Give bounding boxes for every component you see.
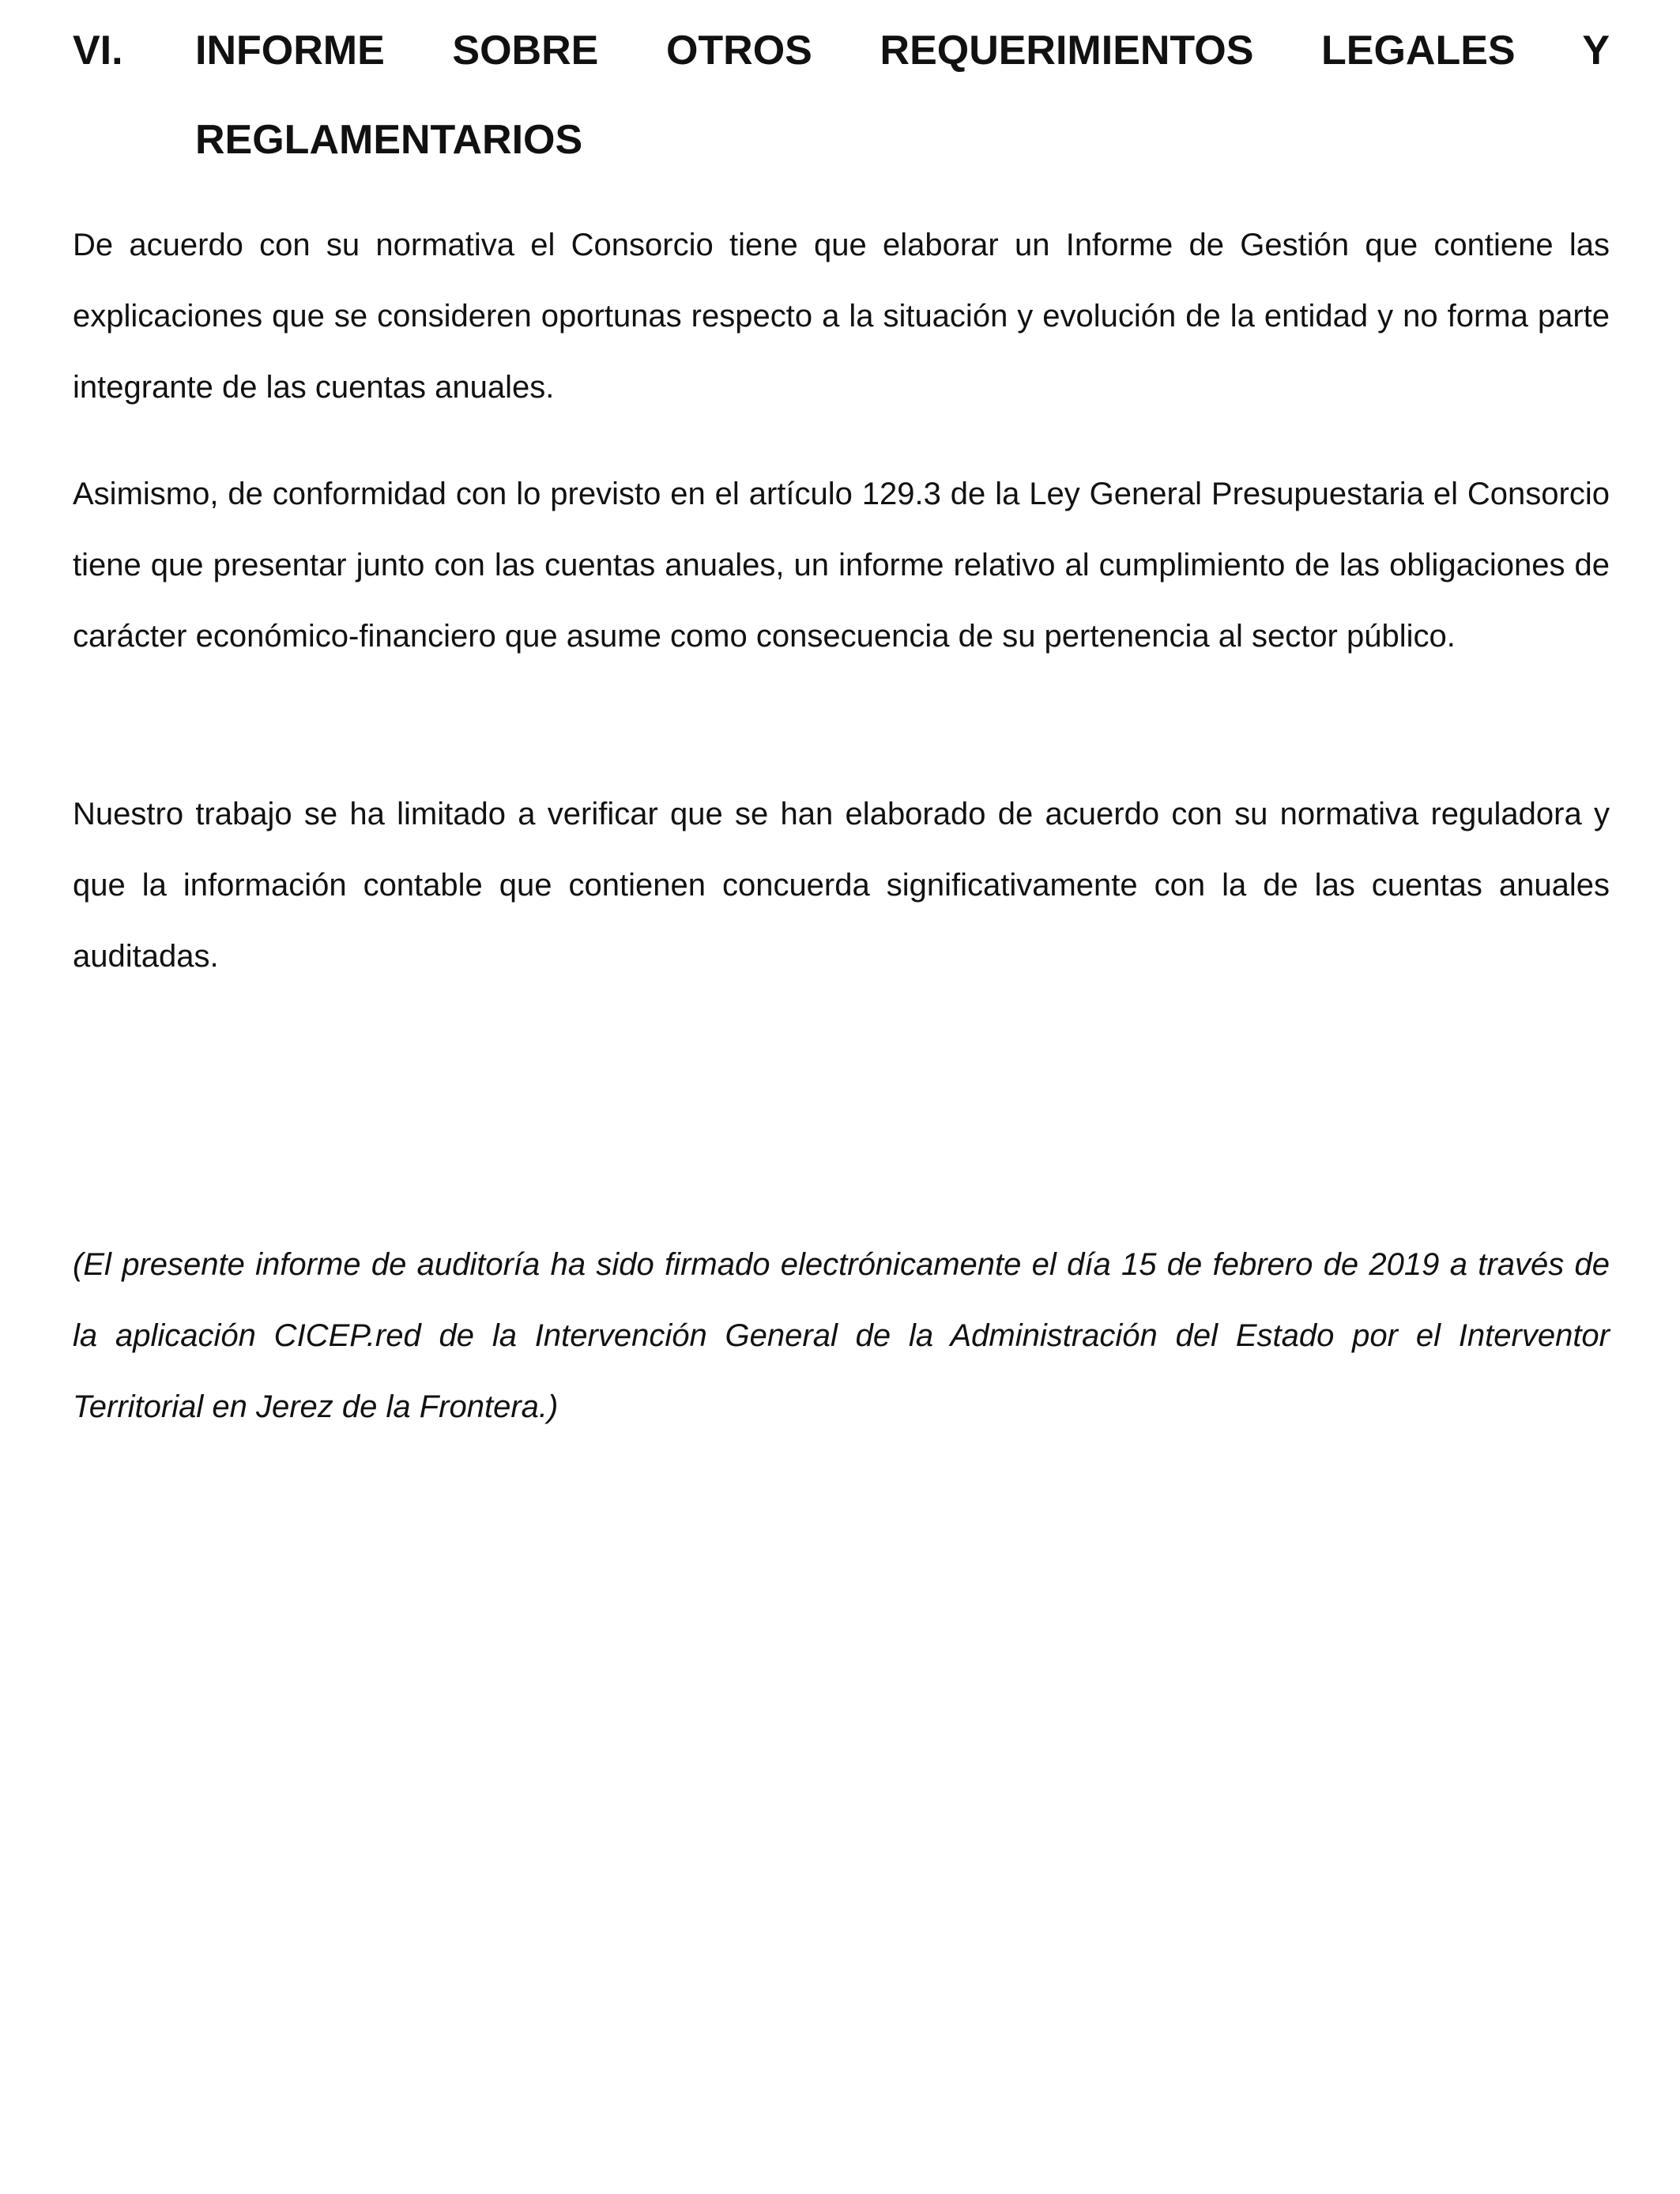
paragraph-informe-gestion: De acuerdo con su normativa el Consorcio tiene que elaborar un Informe de Gestión que contiene las explicaciones que se consideren oportunas respecto a la situación y evolución de la entidad y no forma parte integrante de las cuentas anuales. [73, 228, 1610, 405]
section-title [195, 6, 1610, 185]
section-title-line-2: REGLAMENTARIOS [195, 117, 583, 163]
section-title-line-1: INFORME SOBRE OTROS REQUERIMIENTOS LEGALES Y [195, 28, 1610, 74]
section-number: VI. [73, 28, 123, 74]
section-heading [73, 0, 1610, 185]
signature-note: (El presente informe de auditoría ha sido firmado electrónicamente el día 15 de febrero de 2019 a través de la aplicación CICEP.red de la Intervención General de la Administración del Estado por el Interventor Territorial en Jerez de la Frontera.) [73, 1247, 1610, 1424]
document-page [73, 0, 1610, 2194]
paragraph-ley-presupuestaria: Asimismo, de conformidad con lo previsto en el artículo 129.3 de la Ley General Presupuestaria el Consorcio tiene que presentar junto con las cuentas anuales, un informe relativo al cumplimiento de las obligaciones de carácter económico-financiero que asume como consecuencia de su pertenencia al sector público. [73, 477, 1610, 654]
paragraph-alcance-trabajo: Nuestro trabajo se ha limitado a verificar que se han elaborado de acuerdo con su normativa reguladora y que la información contable que contienen concuerda significativamente con la de las cuentas anuales auditadas. [73, 797, 1610, 974]
